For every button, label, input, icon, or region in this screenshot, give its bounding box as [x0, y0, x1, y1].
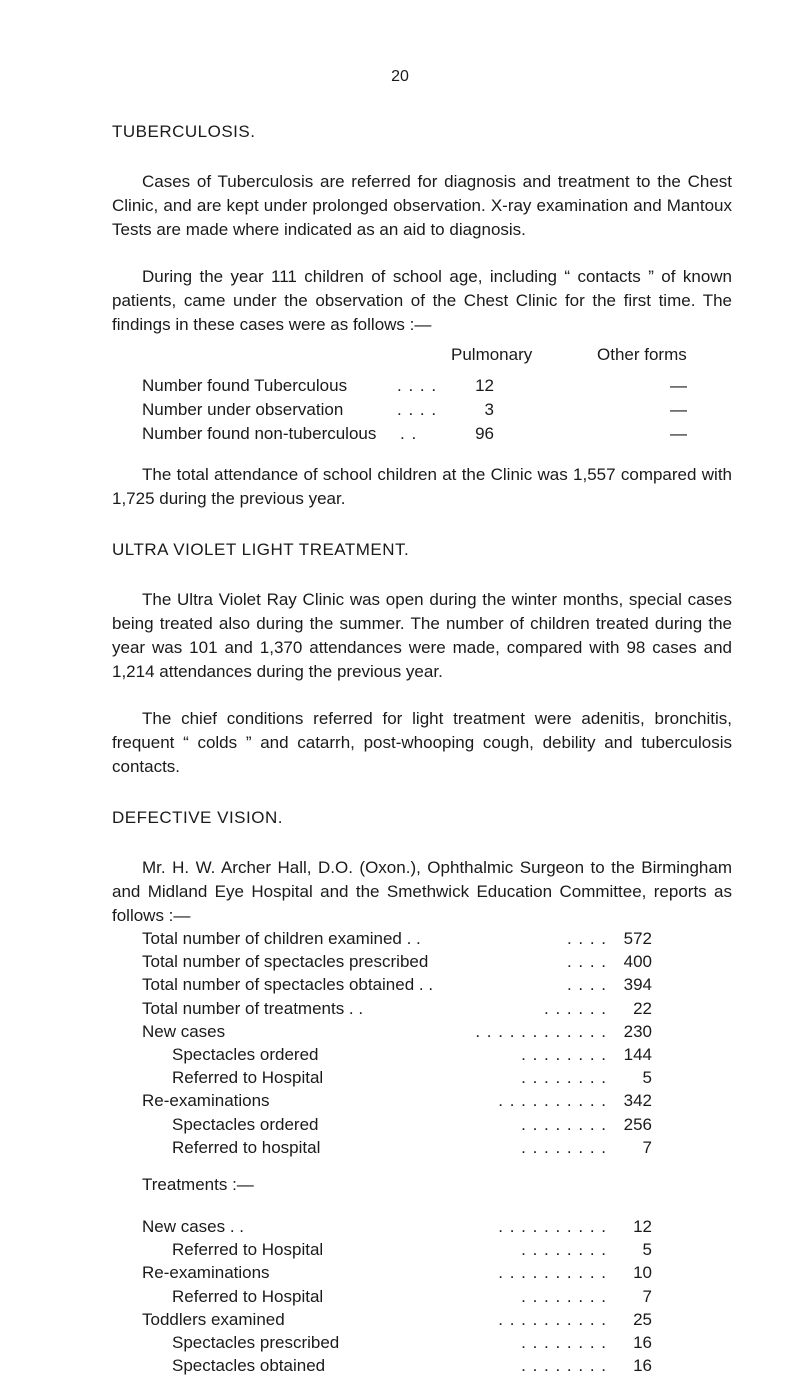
paragraph-text: The total attendance of school children at the Clinic was 1,557 compared with 1,725 during the previous year.: [112, 465, 732, 508]
other-forms-value: —: [670, 400, 687, 419]
row-label: Number found Tuberculous: [142, 376, 348, 395]
table-row: [142, 1309, 742, 1331]
row-label: Number found non-tuberculous: [142, 424, 377, 443]
paragraph-text: The Ultra Violet Ray Clinic was open during the winter months, special cases being treated also during the summer. The number of children treated during the year was 101 and 1,370 attendances were made, compared with 98 cases and 1,214 attendances during the previous year.: [112, 590, 732, 681]
table-row: [142, 1216, 742, 1238]
leader-dots: . . . . . . . .: [521, 1333, 607, 1352]
table-row: [142, 928, 742, 950]
tuberculosis-paragraph-1: [112, 170, 732, 242]
row-value: 394: [623, 975, 652, 995]
row-label: Total number of children examined . .: [142, 929, 421, 948]
row-value: 12: [633, 1217, 652, 1236]
row-value: 25: [633, 1309, 652, 1329]
row-label: New cases: [142, 1021, 226, 1041]
table-row: [142, 1090, 742, 1112]
leader-dots: . . . .: [566, 952, 607, 972]
column-header-pulmonary: Pulmonary: [451, 345, 533, 364]
row-label: Total number of spectacles obtained . .: [142, 975, 434, 995]
leader-dots: . . . . . . . .: [521, 1286, 607, 1306]
row-label: Referred to Hospital: [172, 1240, 324, 1260]
page-number: 20: [391, 68, 409, 85]
row-value: 256: [623, 1114, 652, 1134]
defective-vision-paragraph-1: [112, 856, 732, 928]
row-label: Spectacles ordered: [172, 1114, 319, 1134]
leader-dots: . . . . . . . . . .: [498, 1217, 607, 1236]
row-value: 10: [633, 1263, 652, 1283]
table-row: [142, 974, 742, 996]
row-value: 5: [642, 1068, 652, 1088]
row-value: 16: [633, 1356, 652, 1376]
treatments-heading-text: Treatments :—: [142, 1175, 254, 1194]
table-row: [142, 1067, 742, 1089]
ultra-violet-heading: ULTRA VIOLET LIGHT TREATMENT.: [112, 540, 410, 559]
leader-dots: . . . . . . . . . .: [498, 1263, 607, 1283]
tb-table-row: [142, 423, 742, 445]
ultra-violet-paragraph-1: [112, 588, 732, 684]
leader-dots: . . . . . . . .: [521, 1068, 607, 1088]
leader-dots: . . . . . . . . . .: [498, 1309, 607, 1329]
leader-dots: . .: [400, 424, 418, 443]
pulmonary-value: 3: [484, 400, 494, 419]
row-label: Re-examinations: [142, 1263, 270, 1283]
table-row: [142, 1262, 742, 1284]
treatments-heading: [142, 1174, 542, 1196]
leader-dots: . . . . . . . . . .: [498, 1091, 607, 1111]
table-row: [142, 951, 742, 973]
leader-dots: . . . .: [397, 400, 438, 419]
row-value: 230: [623, 1021, 652, 1041]
row-label: Spectacles ordered: [172, 1045, 319, 1064]
column-header-other-forms: Other forms: [597, 345, 687, 364]
table-row: [142, 1286, 742, 1308]
row-label: Toddlers examined: [142, 1309, 285, 1329]
row-value: 342: [623, 1091, 652, 1111]
row-value: 400: [623, 952, 652, 972]
table-row: [142, 1239, 742, 1261]
other-forms-value: —: [670, 376, 687, 395]
tuberculosis-paragraph-3: [112, 463, 732, 511]
row-value: 22: [633, 998, 652, 1018]
row-label: Referred to Hospital: [172, 1286, 324, 1306]
leader-dots: . . . . . . . .: [521, 1356, 607, 1376]
row-label: Spectacles obtained: [172, 1356, 326, 1376]
row-label: Referred to Hospital: [172, 1068, 324, 1088]
row-label: New cases . .: [142, 1217, 245, 1236]
row-value: 16: [633, 1333, 652, 1352]
table-row: [142, 1044, 742, 1066]
paragraph-text: Cases of Tuberculosis are referred for diagnosis and treatment to the Chest Clinic, and are kept under prolonged observation. X-ray examination and Mantoux Tests are made where indicated as an aid to diagnosis.: [112, 172, 732, 239]
leader-dots: . . . . . . . .: [521, 1114, 607, 1134]
leader-dots: . . . . . .: [544, 998, 607, 1018]
leader-dots: . . . .: [566, 975, 607, 995]
table-row: [142, 998, 742, 1020]
row-label: Number under observation: [142, 400, 344, 419]
leader-dots: . . . .: [566, 929, 607, 948]
other-forms-value: —: [670, 424, 687, 443]
row-value: 5: [642, 1240, 652, 1260]
table-row: [142, 1021, 742, 1043]
row-label: Re-examinations: [142, 1091, 270, 1111]
table-row: [142, 1332, 742, 1354]
table-row: [142, 1114, 742, 1136]
pulmonary-value: 12: [475, 376, 494, 395]
leader-dots: . . . . . . . .: [521, 1045, 607, 1064]
pulmonary-value: 96: [475, 424, 494, 443]
table-row: [142, 1355, 742, 1377]
ultra-violet-paragraph-2: [112, 707, 732, 779]
leader-dots: . . . .: [397, 376, 438, 395]
row-value: 572: [623, 929, 652, 948]
paragraph-text: The chief conditions referred for light treatment were adenitis, bronchitis, frequent “ colds ” and catarrh, post-whooping cough, debility and tuberculosis contacts.: [112, 709, 732, 776]
leader-dots: . . . . . . . . . . . .: [475, 1021, 607, 1041]
tuberculosis-paragraph-2: [112, 265, 732, 337]
row-label: Total number of treatments . .: [142, 998, 364, 1018]
paragraph-text: During the year 111 children of school age, including “ contacts ” of known patients, came under the observation of the Chest Clinic for the first time. The findings in these cases were as follows :—: [112, 267, 732, 334]
defective-vision-heading: DEFECTIVE VISION.: [112, 808, 283, 827]
tuberculosis-heading: TUBERCULOSIS.: [112, 122, 256, 141]
tb-table-row: [142, 399, 742, 421]
leader-dots: . . . . . . . .: [521, 1137, 607, 1157]
tb-table-row: [142, 375, 742, 397]
paragraph-text: Mr. H. W. Archer Hall, D.O. (Oxon.), Ophthalmic Surgeon to the Birmingham and Midland Eye Hospital and the Smethwick Education Committee, reports as follows :—: [112, 858, 732, 925]
table-row: [142, 1137, 742, 1159]
row-value: 144: [623, 1045, 652, 1064]
row-label: Total number of spectacles prescribed: [142, 952, 429, 972]
row-value: 7: [642, 1286, 652, 1306]
row-label: Spectacles prescribed: [172, 1333, 340, 1352]
leader-dots: . . . . . . . .: [521, 1240, 607, 1260]
row-label: Referred to hospital: [172, 1137, 321, 1157]
row-value: 7: [642, 1137, 652, 1157]
